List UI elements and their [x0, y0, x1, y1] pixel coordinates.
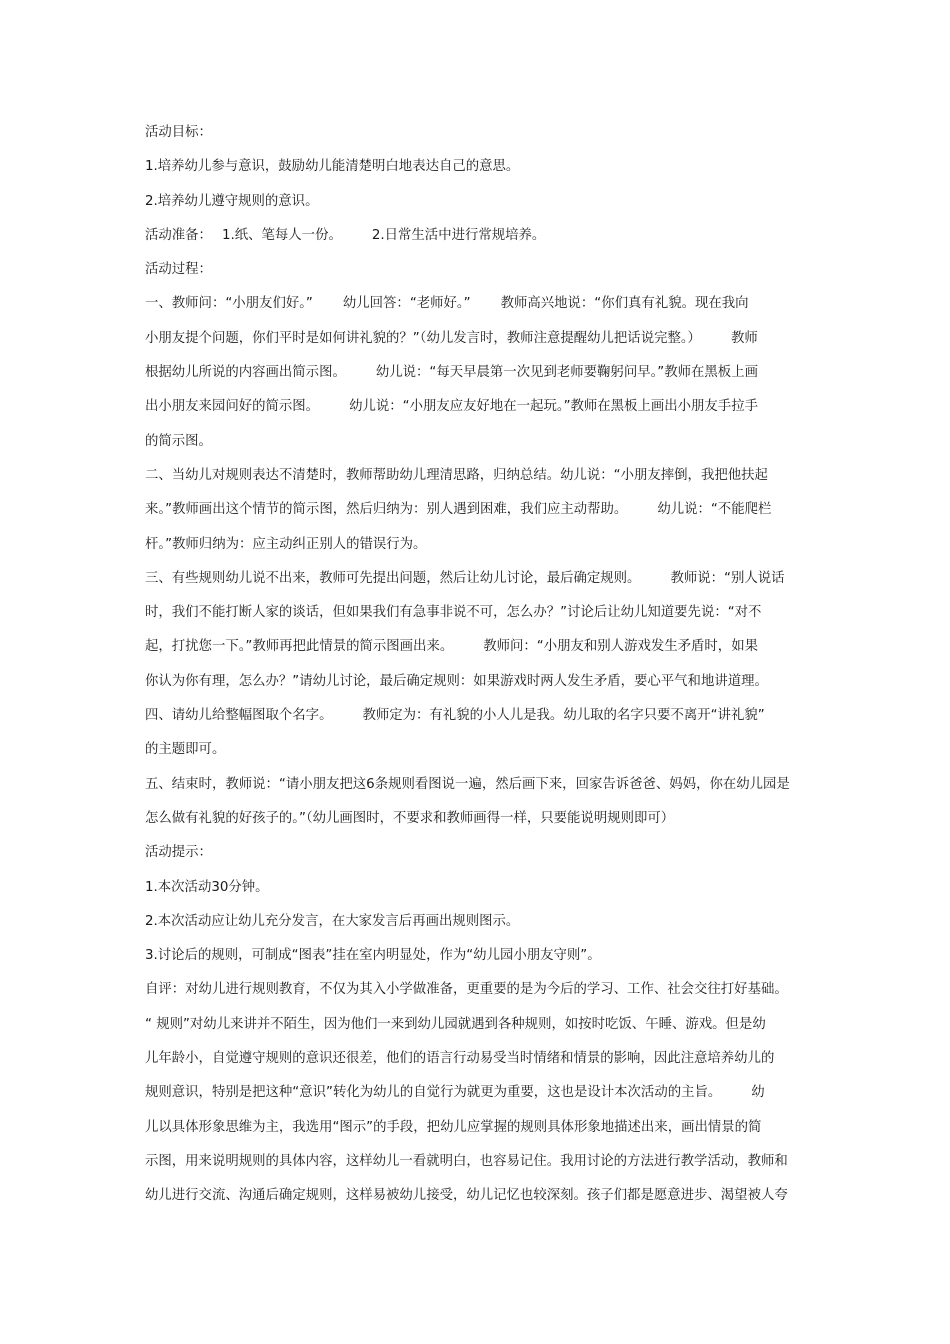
- review-text: 幼: [751, 1085, 765, 1101]
- review-line: [145, 1008, 813, 1042]
- process-line: [145, 425, 813, 459]
- process-text: 幼儿回答：“老师好。”: [342, 296, 471, 312]
- review-line: [145, 1111, 813, 1145]
- prep-item-2: 2.日常生活中进行常规培养。: [371, 227, 546, 243]
- process-line: [145, 459, 813, 493]
- process-line: [145, 528, 813, 562]
- process-text: 你认为你有理，怎么办？”请幼儿讨论，最后确定规则：如果游戏时两人发生矛盾，要心平气和地讲道理。: [145, 673, 768, 689]
- review-text: 儿年龄小，自觉遵守规则的意识还很差，他们的语言行动易受当时情绪和情景的影响，因此注意培养幼儿的: [145, 1051, 775, 1067]
- process-text: 幼儿说：“每天早晨第一次见到老师要鞠躬问早。”教师在黑板上画: [375, 365, 758, 381]
- process-text: 出小朋友来园问好的简示图。: [145, 399, 320, 415]
- tip-item-1: 1.本次活动30分钟。: [145, 879, 269, 895]
- process-text: 四、请幼儿给整幅图取个名字。: [145, 708, 333, 724]
- process-heading: 活动过程：: [145, 262, 212, 278]
- review-line: [145, 973, 813, 1007]
- process-text: 来。”教师画出这个情节的简示图，然后归纳为：别人遇到困难，我们应主动帮助。: [145, 502, 628, 518]
- tip-item-3: 3.讨论后的规则，可制成“图表”挂在室内明显处，作为“幼儿园小朋友守则”。: [145, 948, 601, 964]
- prep-item-1: 1.纸、笔每人一份。: [221, 227, 342, 243]
- process-text: 怎么做有礼貌的好孩子的。”（幼儿画图时，不要求和教师画得一样，只要能说明规则即可）: [145, 810, 675, 826]
- process-line: [145, 287, 813, 321]
- process-line: [145, 733, 813, 767]
- process-line: [145, 356, 813, 390]
- tip-item-2: 2.本次活动应让幼儿充分发言，在大家发言后再画出规则图示。: [145, 913, 520, 929]
- process-line: [145, 596, 813, 630]
- process-line: [145, 322, 813, 356]
- goal-item-2: 2.培养幼儿遵守规则的意识。: [145, 193, 319, 209]
- process-line: [145, 562, 813, 596]
- process-line: [145, 699, 813, 733]
- review-text: “ 规则”对幼儿来讲并不陌生，因为他们一来到幼儿园就遇到各种规则，如按时吃饭、午睡、游戏。但是幼: [145, 1016, 766, 1032]
- review-line: [145, 1076, 813, 1110]
- process-text: 教师说：“别人说话: [670, 570, 785, 586]
- process-text: 幼儿说：“不能爬栏: [657, 502, 772, 518]
- process-text: 杆。”教师归纳为：应主动纠正别人的错误行为。: [145, 536, 427, 552]
- review-line: [145, 1179, 813, 1213]
- process-text: 二、当幼儿对规则表达不清楚时，教师帮助幼儿理清思路，归纳总结。幼儿说：“小朋友摔倒，我把他扶起: [145, 467, 768, 483]
- review-text: 规则意识，特别是把这种“意识”转化为幼儿的自觉行为就更为重要，这也是设计本次活动的主旨。: [145, 1085, 722, 1101]
- review-text: 儿以具体形象思维为主，我选用“图示”的手段，把幼儿应掌握的规则具体形象地描述出来，画出情景的简: [145, 1119, 762, 1135]
- process-line: [145, 768, 813, 802]
- process-text: 幼儿说：“小朋友应友好地在一起玩。”教师在黑板上画出小朋友手拉手: [349, 399, 758, 415]
- process-text: 教师: [730, 330, 758, 346]
- review-line: [145, 1042, 813, 1076]
- process-line: [145, 390, 813, 424]
- tips-heading: 活动提示：: [145, 845, 212, 861]
- prep-line: [145, 219, 813, 253]
- process-text: 教师定为：有礼貌的小人儿是我。幼儿取的名字只要不离开“讲礼貌”: [362, 708, 765, 724]
- document-page: [145, 116, 813, 1214]
- process-line: [145, 493, 813, 527]
- process-line: [145, 802, 813, 836]
- process-text: 根据幼儿所说的内容画出简示图。: [145, 365, 346, 381]
- process-text: 五、结束时，教师说：“请小朋友把这6条规则看图说一遍，然后画下来，回家告诉爸爸、妈妈，你在幼儿园是: [145, 776, 790, 792]
- goal-item-1: 1.培养幼儿参与意识，鼓励幼儿能清楚明白地表达自己的意思。: [145, 159, 520, 175]
- process-text: 教师问：“小朋友和别人游戏发生矛盾时，如果: [483, 639, 758, 655]
- review-line: [145, 1145, 813, 1179]
- process-text: 三、有些规则幼儿说不出来，教师可先提出问题，然后让幼儿讨论，最后确定规则。: [145, 570, 641, 586]
- review-text: 自评：对幼儿进行规则教育，不仅为其入小学做准备，更重要的是为今后的学习、工作、社会交往打好基础。: [145, 982, 788, 998]
- process-text: 时，我们不能打断人家的谈话，但如果我们有急事非说不可，怎么办？”讨论后让幼儿知道要先说：“对不: [145, 605, 762, 621]
- prep-heading: 活动准备：: [145, 227, 212, 243]
- process-text: 教师高兴地说：“你们真有礼貌。现在我向: [500, 296, 749, 312]
- process-text: 的主题即可。: [145, 742, 226, 758]
- process-text: 的简示图。: [145, 433, 212, 449]
- process-text: 一、教师问：“小朋友们好。”: [145, 296, 313, 312]
- process-line: [145, 630, 813, 664]
- review-text: 幼儿进行交流、沟通后确定规则，这样易被幼儿接受，幼儿记忆也较深刻。孩子们都是愿意进步、渴望被人夸: [145, 1188, 788, 1204]
- process-text: 起，打扰您一下。”教师再把此情景的简示图画出来。: [145, 639, 454, 655]
- goals-heading: 活动目标：: [145, 125, 212, 140]
- process-text: 小朋友提个问题，你们平时是如何讲礼貌的？”（幼儿发言时，教师注意提醒幼儿把话说完整。）: [145, 330, 701, 346]
- process-line: [145, 665, 813, 699]
- review-text: 示图，用来说明规则的具体内容，这样幼儿一看就明白，也容易记住。我用讨论的方法进行教学活动，教师和: [145, 1153, 788, 1169]
